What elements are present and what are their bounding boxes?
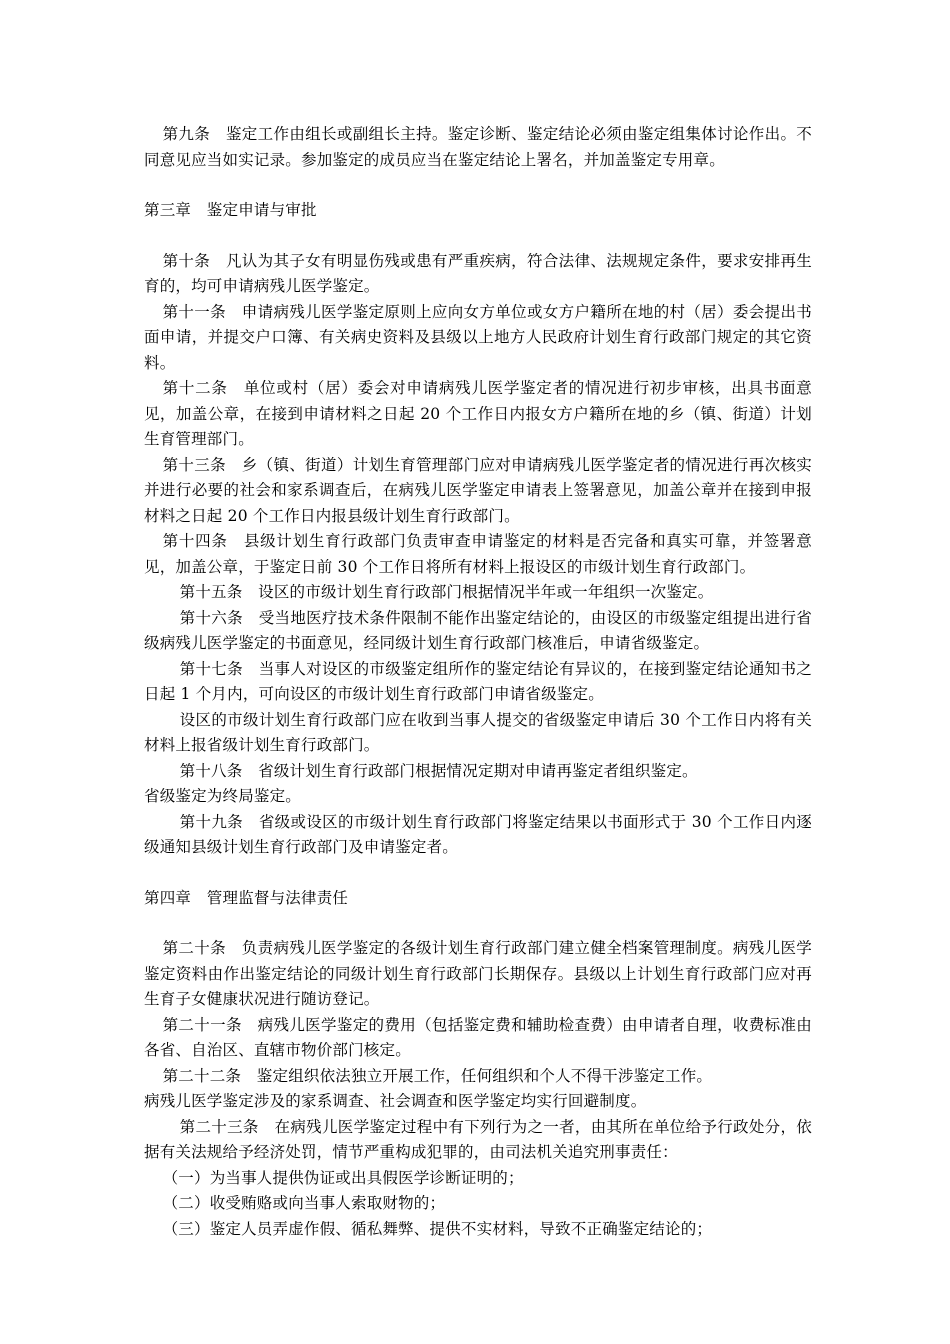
article-20: 第二十条 负责病残儿医学鉴定的各级计划生育行政部门建立健全档案管理制度。病残儿医学鉴定资料由作出鉴定结论的同级计划生育行政部门长期保存。县级以上计划生育行政部门应对再生育子女健康状况进行随访登记。 [144, 939, 812, 1008]
article-19: 第十九条 省级或设区的市级计划生育行政部门将鉴定结果以书面形式于 30 个工作日内逐级通知县级计划生育行政部门及申请鉴定者。 [144, 812, 812, 856]
article-10: 第十条 凡认为其子女有明显伤残或患有严重疾病，符合法律、法规规定条件，要求安排再生育的，均可申请病残儿医学鉴定。 [144, 251, 812, 295]
spacer [144, 911, 812, 936]
article-23-item-1: （一）为当事人提供伪证或出具假医学诊断证明的； [162, 1168, 524, 1187]
article-21: 第二十一条 病残儿医学鉴定的费用（包括鉴定费和辅助检查费）由申请者自理，收费标准由各省、自治区、直辖市物价部门核定。 [144, 1015, 812, 1059]
article-22-paragraph-2: 病残儿医学鉴定涉及的家系调查、社会调查和医学鉴定均实行回避制度。 [144, 1092, 647, 1110]
article-16: 第十六条 受当地医疗技术条件限制不能作出鉴定结论的，由设区的市级鉴定组提出进行省级病残儿医学鉴定的书面意见，经同级计划生育行政部门核准后，申请省级鉴定。 [144, 608, 812, 652]
spacer [144, 173, 812, 198]
article-17: 第十七条 当事人对设区的市级鉴定组所作的鉴定结论有异议的，在接到鉴定结论通知书之日起 1 个月内，可向设区的市级计划生育行政部门申请省级鉴定。 [144, 659, 812, 703]
article-15: 第十五条 设区的市级计划生育行政部门根据情况半年或一年组织一次鉴定。 [179, 583, 714, 601]
article-17-paragraph-2: 设区的市级计划生育行政部门应在收到当事人提交的省级鉴定申请后 30 个工作日内将有关材料上报省级计划生育行政部门。 [144, 710, 812, 754]
article-14: 第十四条 县级计划生育行政部门负责审查申请鉴定的材料是否完备和真实可靠，并签署意见，加盖公章，于鉴定日前 30 个工作日将所有材料上报设区的市级计划生育行政部门。 [144, 532, 812, 576]
article-11: 第十一条 申请病残儿医学鉴定原则上应向女方单位或女方户籍所在地的村（居）委会提出书面申请，并提交户口簿、有关病史资料及县级以上地方人民政府计划生育行政部门规定的其它资料。 [144, 302, 812, 372]
article-13: 第十三条 乡（镇、街道）计划生育管理部门应对申请病残儿医学鉴定者的情况进行再次核实并进行必要的社会和家系调查后，在病残儿医学鉴定申请表上签署意见，加盖公章并在接到申报材料之日起 20 个工作日内报县级计划生育行政部门。 [144, 455, 812, 525]
spacer [144, 861, 812, 886]
chapter-3-title: 第三章 鉴定申请与审批 [144, 201, 317, 219]
article-12: 第十二条 单位或村（居）委会对申请病残儿医学鉴定者的情况进行初步审核，出具书面意见，加盖公章，在接到申请材料之日起 20 个工作日内报女方户籍所在地的乡（镇、街道）计划生育管理部门。 [144, 379, 812, 448]
chapter-4-title: 第四章 管理监督与法律责任 [144, 888, 349, 907]
article-18: 第十八条 省级计划生育行政部门根据情况定期对申请再鉴定者组织鉴定。 [179, 761, 698, 780]
spacer [144, 224, 812, 249]
article-9: 第九条 鉴定工作由组长或副组长主持。鉴定诊断、鉴定结论必须由鉴定组集体讨论作出。不同意见应当如实记录。参加鉴定的成员应当在鉴定结论上署名，并加盖鉴定专用章。 [144, 125, 812, 169]
article-23-item-2: （二）收受贿赂或向当事人索取财物的； [162, 1194, 446, 1212]
article-23: 第二十三条 在病残儿医学鉴定过程中有下列行为之一者，由其所在单位给予行政处分，依据有关法规给予经济处罚，情节严重构成犯罪的，由司法机关追究刑事责任： [144, 1117, 812, 1161]
article-23-item-3: （三）鉴定人员弄虚作假、循私舞弊、提供不实材料，导致不正确鉴定结论的； [162, 1219, 713, 1238]
article-22: 第二十二条 鉴定组织依法独立开展工作，任何组织和个人不得干涉鉴定工作。 [162, 1066, 713, 1085]
document-body [144, 122, 812, 1242]
article-18-paragraph-2: 省级鉴定为终局鉴定。 [144, 787, 302, 805]
